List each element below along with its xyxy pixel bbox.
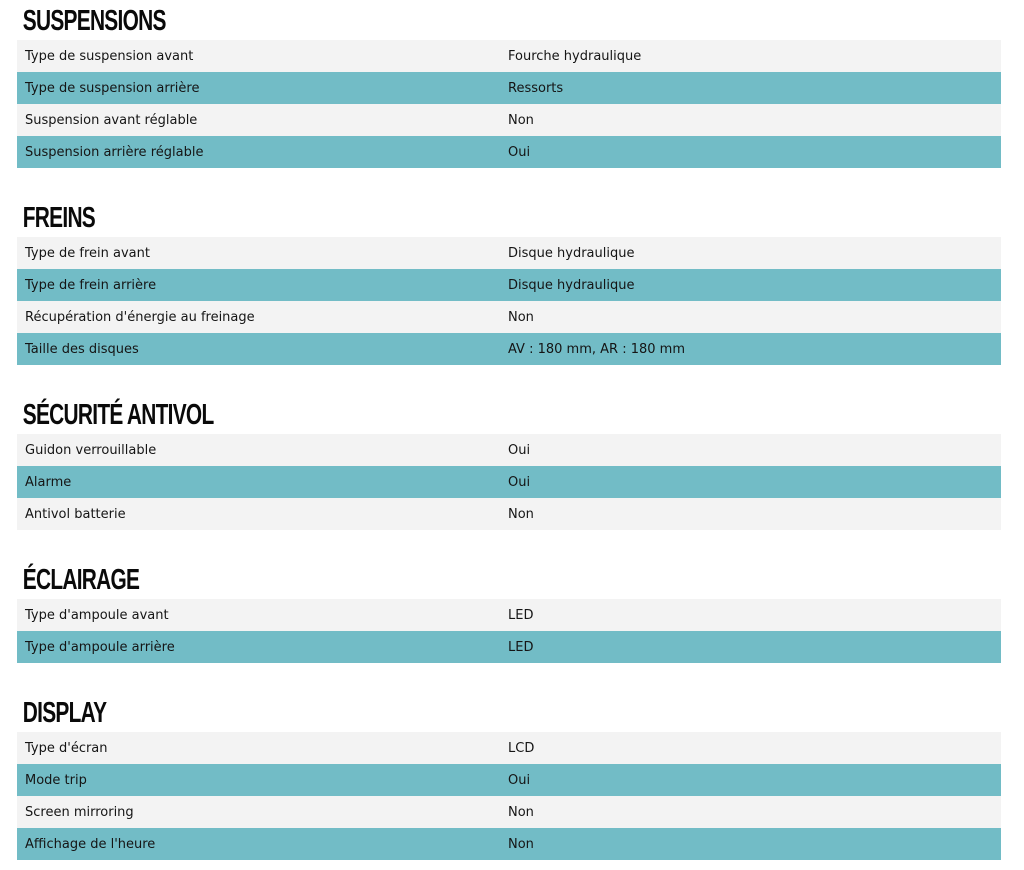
spec-value: Fourche hydraulique [508, 48, 642, 64]
section-suspensions [17, 2, 1001, 168]
table-row [17, 498, 1001, 530]
spec-label: Type de suspension arrière [25, 80, 200, 96]
table-row [17, 237, 1001, 269]
spec-label: Suspension arrière réglable [25, 144, 204, 160]
spec-table [17, 237, 1001, 365]
table-row [17, 631, 1001, 663]
spec-value: Disque hydraulique [508, 245, 635, 261]
section-title: SUSPENSIONS [22, 5, 166, 37]
section-freins [17, 199, 1001, 365]
spec-label: Screen mirroring [25, 804, 134, 820]
spec-label: Suspension avant réglable [25, 112, 198, 128]
spec-value: Non [508, 506, 534, 522]
spec-value: Oui [508, 442, 531, 458]
table-row [17, 301, 1001, 333]
table-row [17, 599, 1001, 631]
spec-label: Mode trip [25, 772, 87, 788]
spec-table [17, 434, 1001, 530]
spec-value: LED [508, 607, 534, 623]
table-row [17, 764, 1001, 796]
spec-value: LCD [508, 740, 535, 756]
spec-label: Alarme [25, 474, 72, 490]
spec-label: Type d'ampoule arrière [25, 639, 175, 655]
spec-table [17, 732, 1001, 860]
spec-value: LED [508, 639, 534, 655]
table-row [17, 466, 1001, 498]
table-row [17, 269, 1001, 301]
spec-value: Oui [508, 144, 531, 160]
section-title: ÉCLAIRAGE [22, 564, 140, 596]
table-row [17, 732, 1001, 764]
table-row [17, 40, 1001, 72]
table-row [17, 72, 1001, 104]
table-row [17, 434, 1001, 466]
spec-label: Taille des disques [25, 341, 139, 357]
spec-label: Guidon verrouillable [25, 442, 157, 458]
spec-table [17, 40, 1001, 168]
section-securite-antivol [17, 396, 1001, 530]
spec-value: Oui [508, 772, 531, 788]
spec-table [17, 599, 1001, 663]
spec-value: Disque hydraulique [508, 277, 635, 293]
spec-label: Type de suspension avant [25, 48, 194, 64]
spec-value: AV : 180 mm, AR : 180 mm [508, 341, 685, 357]
spec-label: Type de frein arrière [25, 277, 157, 293]
spec-value: Non [508, 309, 534, 325]
section-title: DISPLAY [22, 697, 107, 729]
spec-label: Type d'écran [25, 740, 108, 756]
table-row [17, 796, 1001, 828]
table-row [17, 333, 1001, 365]
spec-value: Non [508, 836, 534, 852]
section-eclairage [17, 561, 1001, 663]
table-row [17, 104, 1001, 136]
table-row [17, 136, 1001, 168]
spec-label: Type de frein avant [25, 245, 150, 261]
spec-label: Récupération d'énergie au freinage [25, 309, 255, 325]
section-display [17, 694, 1001, 860]
section-title: FREINS [22, 202, 96, 234]
spec-value: Ressorts [508, 80, 564, 96]
spec-value: Non [508, 804, 534, 820]
spec-label: Antivol batterie [25, 506, 126, 522]
table-row [17, 828, 1001, 860]
spec-value: Oui [508, 474, 531, 490]
section-title: SÉCURITÉ ANTIVOL [22, 399, 214, 431]
spec-label: Affichage de l'heure [25, 836, 156, 852]
spec-label: Type d'ampoule avant [25, 607, 169, 623]
spec-value: Non [508, 112, 534, 128]
